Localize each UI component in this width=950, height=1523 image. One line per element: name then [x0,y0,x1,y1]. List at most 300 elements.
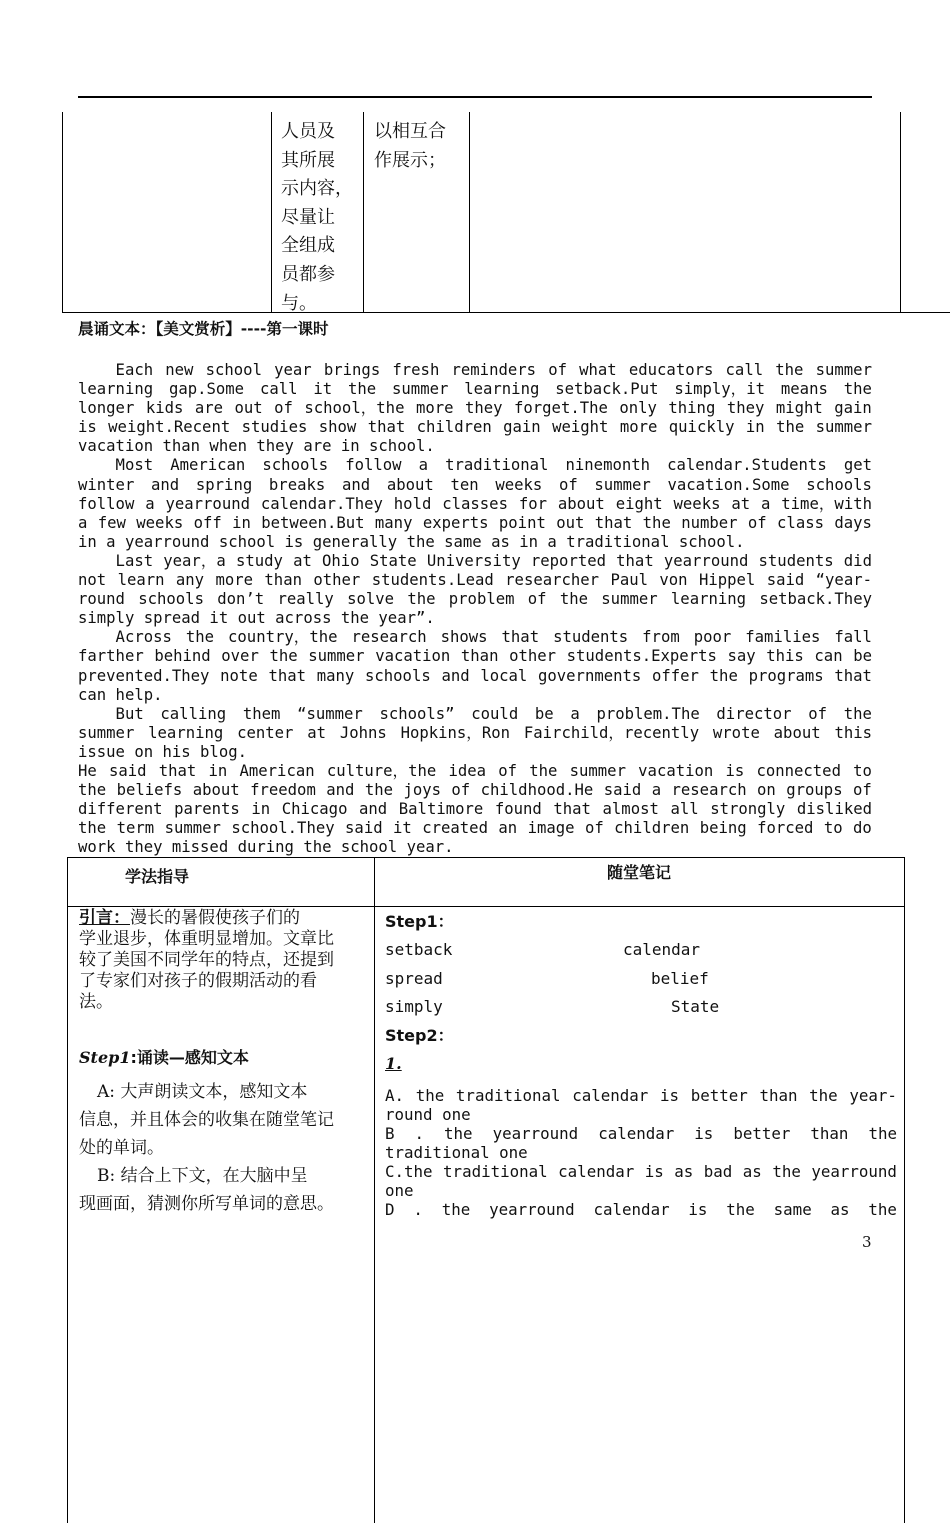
step1-label: Step1： [385,912,454,931]
word: to [823,819,843,838]
word: year [274,361,312,379]
word: kids [145,399,184,418]
word: about [773,723,821,742]
word: only [619,399,657,418]
word: simply，it [674,380,766,399]
top-table-border [271,112,272,312]
word: summer [78,723,135,742]
word: found [494,800,542,819]
instruction-b [79,1162,367,1218]
word: vacation [638,761,714,780]
word: are [194,399,224,418]
word: is [688,1199,708,1219]
text-line [78,495,872,514]
word: calendar.They [260,494,383,513]
word: really [277,590,334,609]
word: what [579,361,617,379]
word: the [529,761,558,780]
article-text [78,361,872,857]
word: can [814,647,843,666]
word: traditional [443,1161,548,1181]
word: beliefs [116,781,183,800]
word: schools [365,666,431,685]
word: State [369,551,417,570]
word: yearround [165,494,250,513]
top-table [62,112,950,313]
word: D [385,1199,395,1219]
word: students [553,628,629,647]
text-line [78,399,872,418]
word: Baltimore [398,800,484,819]
text-line [78,456,872,475]
word: few [97,513,126,532]
table-border [67,858,68,1523]
word: weeks [495,475,543,494]
step1-title [79,1045,367,1068]
word: vacation [375,647,451,666]
word: strongly [710,800,786,819]
word: class [777,513,824,532]
word: country，the [228,628,338,647]
word: But [78,704,144,723]
word: they [464,399,503,418]
word: the [78,819,107,838]
word: disliked [796,800,872,819]
word: study [235,551,283,570]
word: off [193,513,222,532]
word: this [766,647,804,666]
word: call [725,361,764,379]
word: schools” [379,704,455,723]
word: year- [849,1085,897,1105]
word: get [843,456,872,475]
header-class-notes: 随堂笔记 [607,863,672,882]
word: forget.The [514,399,608,418]
word: Ohio [322,551,360,570]
word: A. [385,1085,405,1105]
page-number: 3 [862,1233,872,1251]
word: C.the [385,1161,433,1181]
word: of [548,361,567,379]
word: the [868,1123,897,1143]
word: ten [450,475,479,494]
word: learn [117,571,165,590]
word: schools [806,475,872,494]
word: not [78,571,107,590]
text-line [78,571,872,590]
word: breaks [268,475,326,494]
text-line [78,514,872,533]
word-item: State [671,997,720,1016]
para-line: B: 结合上下文，在大脑中呈 [97,1166,308,1186]
word: could [471,704,519,723]
word-row [385,993,897,1022]
word: educators [628,361,714,379]
word: Johns [339,723,387,742]
word: over [221,647,259,666]
word: at [731,494,751,513]
word: brings [323,361,381,379]
word: other [313,571,361,590]
word: schools [262,456,329,475]
step1-rest: :诵读—感知文本 [130,1048,249,1067]
word: Hippel [698,571,756,590]
word: the [809,1085,838,1105]
word: families [745,628,821,647]
table-border [904,858,905,1523]
text-line [78,628,872,647]
word: than [810,1123,849,1143]
word: calling [160,704,227,723]
word: von [659,571,688,590]
word: this [834,723,872,742]
text-line [78,705,872,724]
word: the [868,1199,897,1219]
text-line [78,361,872,380]
word: the [709,666,738,685]
word: children [416,418,492,437]
word: children [614,819,690,838]
word: the [775,361,804,379]
word: of [498,761,518,780]
word: programs [748,666,824,685]
word: groups [786,781,843,800]
step1-italic: Step1 [79,1048,131,1067]
word: weight.Recent [108,418,231,437]
text-line [78,819,872,838]
word: is [78,418,97,437]
word: a [651,781,662,800]
word: gap.Some [168,380,245,399]
word: follow [78,494,135,513]
text-line [385,1162,897,1181]
word: that [268,666,306,685]
text-line [385,1124,897,1143]
word: learning [464,380,540,399]
word: almost [602,800,659,819]
text-line [385,1200,897,1219]
word: Paul [610,571,649,590]
notes-table [67,857,905,1523]
text-line: simply spread it out across the year”. [78,609,435,628]
word: at [307,723,327,742]
word: school，the [304,399,405,418]
word: American [239,761,315,780]
word: offer [652,666,699,685]
word: the [843,704,872,723]
word: eight [615,494,663,513]
word: of [853,781,872,800]
word: traditional [455,1085,561,1105]
word: a [570,704,580,723]
word: different [78,800,163,819]
word: fall [834,628,872,647]
word: school [205,361,262,379]
word: did [843,551,872,570]
text-line [78,667,872,686]
intro-text: 漫长的暑假使孩子们的 [130,908,300,928]
word: new [165,361,194,379]
word: school.They [231,819,335,838]
text-line [78,724,872,743]
word: setback.Put [555,380,659,399]
word: the [642,513,671,532]
word: is [644,1161,664,1181]
word-item: simply [385,997,443,1016]
text-line: can help. [78,685,163,704]
word: summer [815,361,872,379]
word: better [733,1123,791,1143]
text-line [78,590,872,609]
word: freedom [250,781,316,800]
top-table-cell-3 [374,118,446,175]
cell-line: 与。 [281,292,317,314]
text-line [78,781,872,800]
word: spring [195,475,253,494]
word: parents [174,800,240,819]
text-line: work they missed during the school year. [78,838,454,857]
word: about [386,475,434,494]
word: might [775,399,823,418]
word: students.Experts [566,647,717,666]
text-line: in a yearround school is generally the same as in a traditional school. [78,532,745,551]
word: of [527,590,547,609]
word: gain [503,418,541,437]
intro-block [79,908,367,1013]
word: said [766,571,805,590]
word: than [264,571,302,590]
text-line [78,762,872,781]
word: in [251,800,271,819]
word: summer [601,590,658,609]
word: Fairchild，recently [523,723,700,742]
word: out [556,513,585,532]
word: yearround [663,551,749,570]
word: in [232,513,251,532]
word: bad [703,1161,733,1181]
word: means [780,380,828,399]
word: that [158,761,197,780]
cell-line: 尽量让 [281,206,335,228]
word: research [351,628,427,647]
para-line: A: 大声朗读文本，感知文本 [97,1082,308,1102]
word: calendar [593,1199,670,1219]
word: B [385,1123,395,1143]
word: gain [834,399,872,418]
word: all [670,800,699,819]
word: more [619,418,658,437]
word: it [313,380,333,399]
word: the [772,1161,801,1181]
word: Chicago [281,800,348,819]
word: summer [308,647,365,666]
word: in [745,418,765,437]
word-item: belief [651,968,709,988]
word: experts [422,513,489,532]
word: and [151,475,180,494]
intro-label: 引言： [79,908,130,928]
word: solve [347,590,395,609]
word: and [326,781,355,800]
word: on [757,781,776,800]
word: researcher [505,571,600,590]
word: that [616,551,654,570]
table-row-divider [67,906,905,907]
word: said [108,761,147,780]
word: classes [442,494,508,513]
word: learning [670,590,747,609]
instruction-a [79,1078,367,1162]
study-guide-column [79,908,367,1218]
word: idea [448,761,487,780]
top-table-cell-2 [281,118,353,318]
word: He [78,761,97,780]
word: better [690,1085,748,1105]
word: the [726,1199,755,1219]
word: the [78,781,107,800]
word: Hopkins，Ron [400,723,511,742]
word: Across [78,628,172,647]
word: a [145,494,155,513]
word: say [727,647,756,666]
word: don’t [217,590,265,609]
text-line [78,800,872,819]
word: the [269,647,298,666]
word: the [348,380,377,399]
word: between.But [261,513,365,532]
question-number: 1. [385,1053,402,1073]
word: culture，the [326,761,437,780]
word: “summer [297,704,363,723]
word: same [773,1199,812,1219]
para-line: 信息，并且体会的收集在随堂笔记 [79,1110,334,1130]
word: at [293,551,312,570]
word: being [699,819,747,838]
text-line: vacation than when they are in school. [78,437,435,456]
word: wrote [712,723,760,742]
word: summer [569,761,626,780]
word: center [237,723,294,742]
word: director [716,704,792,723]
text-line [385,1086,897,1105]
word: summer [392,380,449,399]
table-border [374,858,375,1523]
word: students.Lead [371,571,494,590]
word: calendar [572,1085,649,1105]
word: that [501,628,540,647]
word: is [694,1123,714,1143]
word: said [345,819,383,838]
word: University [426,551,521,570]
word: point [498,513,546,532]
word: the [776,418,805,437]
word: studies [241,418,308,437]
word: yearround [492,1123,579,1143]
word: the [185,628,215,647]
word: learning [78,380,154,399]
word: ninemonth [565,456,651,475]
word: reported [530,551,606,570]
word: weeks [136,513,184,532]
text-line [78,552,872,571]
word: an [498,819,518,838]
word: as [742,1161,762,1181]
word: about [557,494,605,513]
word: note [220,666,258,685]
word: as [830,1199,850,1219]
word: said [603,781,642,800]
word: of [808,704,827,723]
word-row [385,936,897,965]
word: and [441,666,470,685]
cell-line: 人员及 [281,121,335,142]
word-item: calendar [623,940,701,959]
word: in [208,761,228,780]
word: joys [403,781,441,800]
word: round [78,590,125,609]
word: for [518,494,547,513]
word: is [659,1085,680,1105]
word: of [274,399,293,418]
word: Most [78,456,154,475]
word: yearround [489,1199,575,1219]
text-line: issue on his blog. [78,742,247,761]
word: a [418,456,429,475]
word: more [415,399,454,418]
word: number [681,513,738,532]
word: setback.They [759,590,872,609]
word: governments [538,666,642,685]
top-table-border [62,112,63,312]
word: year，a [163,551,226,570]
word: that [553,800,591,819]
word: poor [693,628,732,647]
word: problem.The [596,704,700,723]
word: traditional [445,456,549,475]
word: winter [78,475,135,494]
cell-line: 示内容， [281,178,353,200]
intro-line: 法。 [79,992,113,1012]
word: them [242,704,281,723]
word: and [359,800,388,819]
word: summer [815,418,872,437]
word: shows [440,628,488,647]
intro-line [79,908,367,929]
cell-line: 以相互合 [374,121,446,142]
word: summer [594,475,651,494]
word: than [460,647,499,666]
word: show [318,418,357,437]
word: as [674,1161,694,1181]
word: of [451,781,471,800]
word: Each [78,361,154,379]
word: calendar.Students [667,456,827,475]
word: vacation.Some [667,475,790,494]
word: forced [757,819,814,838]
header-study-guide: 学法指导 [125,867,190,886]
word: other [509,647,557,666]
word: of [584,819,604,838]
word: time，with [781,494,872,513]
word: summer [164,819,221,838]
word: calendar [558,1161,635,1181]
word: local [480,666,528,685]
word: term [116,819,155,838]
word: call [259,380,298,399]
word: the [364,781,394,800]
word: more [215,571,254,590]
cell-line: 其所展 [281,149,335,171]
